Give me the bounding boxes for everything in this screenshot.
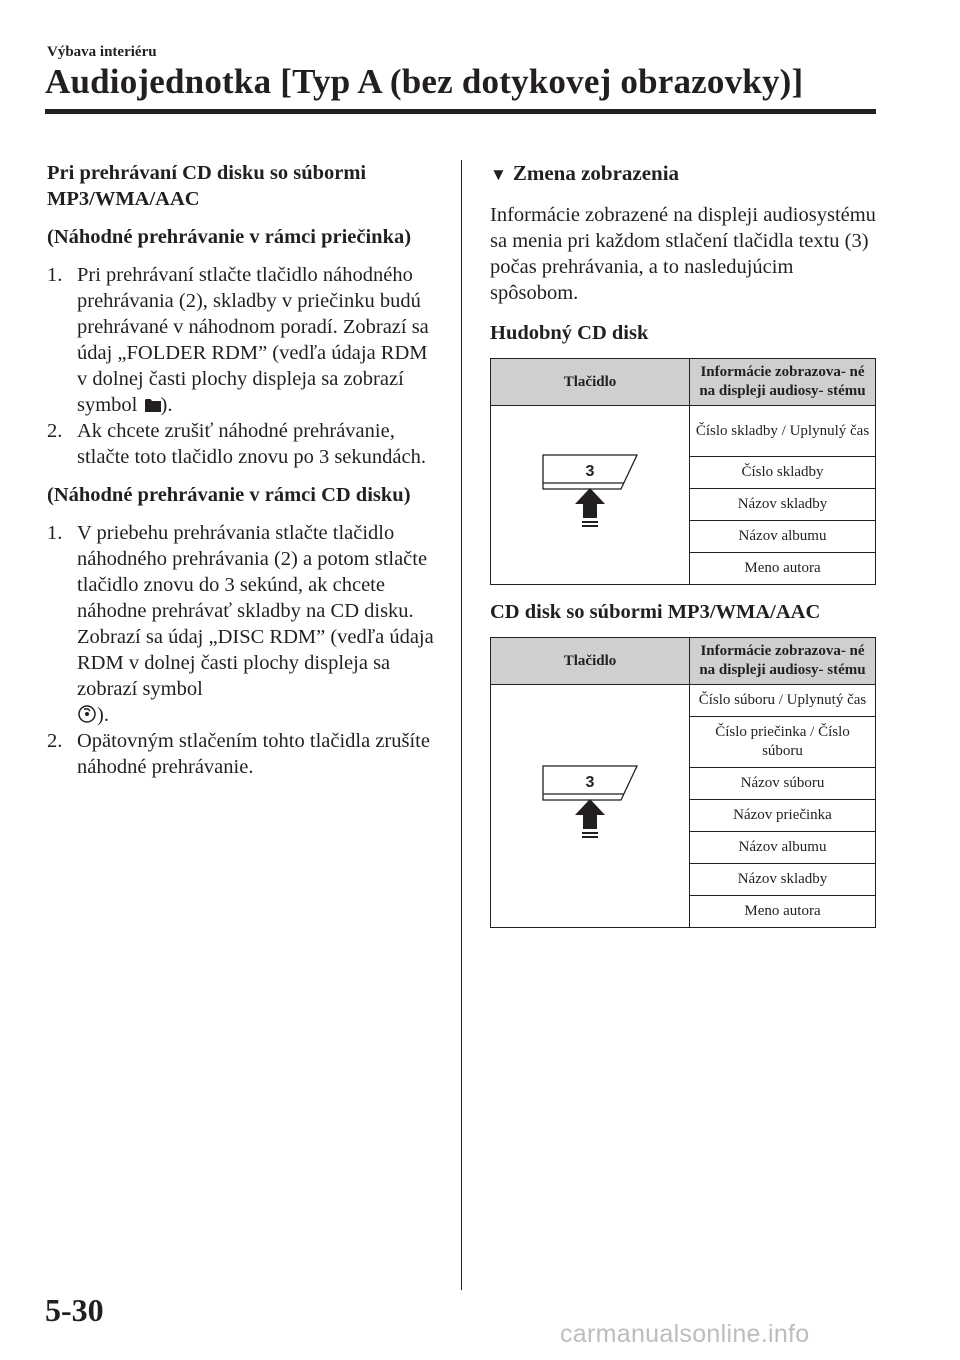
steps-folder-random	[47, 262, 437, 470]
page-title: Audiojednotka [Typ A (bez dotykovej obrazovky)]	[45, 62, 804, 101]
text-button-cell	[491, 406, 690, 585]
list-item	[47, 728, 437, 780]
table2-title: CD disk so súbormi MP3/WMA/AAC	[490, 601, 821, 623]
list-item	[47, 418, 437, 470]
folder-icon	[145, 393, 161, 407]
subheading-folder-random: (Náhodné prehrávanie v rámci priečinka)	[47, 226, 412, 248]
intro-paragraph: Informácie zobrazené na displeji audiosystému sa menia pri každom stlačení tlačidla textu (3) počas prehrávania, a to nasledujúcim spôsobom.	[490, 204, 876, 304]
left-column	[47, 160, 437, 792]
table-cell: Číslo skladby / Uplynulý čas	[690, 406, 876, 457]
triangle-down-icon: ▼	[490, 165, 507, 184]
table1-title: Hudobný CD disk	[490, 322, 649, 344]
heading-text: Zmena zobrazenia	[512, 161, 680, 185]
step-text: Opätovným stlačením tohto tlačidla zrušíte náhodné prehrávanie.	[77, 730, 430, 778]
step-text: V priebehu prehrávania stlačte tlačidlo náhodného prehrávania (2) a potom stlačte tlačidlo znovu do 3 sekúnd, ak chcete náhodne prehrávať skladby na CD disku. Zobrazí sa údaj „DISC RDM” (vedľa údaja RDM v dolnej časti plochy displeja sa zobrazí symbol	[77, 522, 434, 700]
step-number: 1.	[47, 264, 63, 286]
step-number: 2.	[47, 420, 63, 442]
button-number: 3	[585, 463, 595, 480]
arrow-up-icon	[575, 799, 605, 837]
table-cell: Názov skladby	[690, 489, 876, 521]
step-text: Pri prehrávaní stlačte tlačidlo náhodného prehrávania (2), skladby v priečinku budú prehrávané v náhodnom poradí. Zobrazí sa údaj „FOLDER RDM” (vedľa údaja RDM v dolnej časti plochy displeja sa zobrazí symbol	[77, 264, 429, 416]
col-button-header: Tlačidlo	[491, 638, 690, 685]
step-text-end: ).	[97, 704, 109, 726]
table-cell: Číslo skladby	[690, 457, 876, 489]
step-number: 1.	[47, 522, 63, 544]
disc-icon	[77, 704, 97, 722]
step-text: Ak chcete zrušiť náhodné prehrávanie, stlačte toto tlačidlo znovu po 3 sekundách.	[77, 420, 426, 468]
subheading-disc-random: (Náhodné prehrávanie v rámci CD disku)	[47, 484, 411, 506]
text-button-3	[525, 763, 655, 843]
heading-display-change	[490, 160, 876, 188]
list-item	[47, 262, 437, 418]
step-text-end: ).	[160, 394, 173, 416]
table-row	[491, 406, 876, 457]
col-info-header: Informácie zobrazova- né na displeji audiosy- stému	[690, 359, 876, 406]
steps-disc-random	[47, 520, 437, 780]
arrow-up-icon	[575, 488, 605, 526]
table-cell: Meno autora	[690, 896, 876, 928]
text-button-3	[525, 452, 655, 532]
list-item	[47, 520, 437, 728]
info-table-mp3	[490, 637, 876, 928]
table-cell: Názov súboru	[690, 768, 876, 800]
right-column	[490, 160, 876, 942]
col-info-header: Informácie zobrazova- né na displeji audiosy- stému	[690, 638, 876, 685]
table-cell: Meno autora	[690, 553, 876, 585]
table-header-row	[491, 359, 876, 406]
table-cell: Číslo súboru / Uplynutý čas	[690, 685, 876, 717]
text-button-cell	[491, 685, 690, 928]
page-number: 5-30	[45, 1292, 104, 1328]
header-rule	[45, 109, 876, 114]
table-row	[491, 685, 876, 717]
column-divider	[461, 160, 462, 1290]
table-cell: Názov albumu	[690, 832, 876, 864]
info-table-cd	[490, 358, 876, 585]
watermark: carmanualsonline.info	[560, 1320, 810, 1348]
table-cell: Názov albumu	[690, 521, 876, 553]
table-header-row	[491, 638, 876, 685]
section-label: Výbava interiéru	[47, 44, 157, 60]
step-number: 2.	[47, 730, 63, 752]
button-number: 3	[585, 774, 595, 791]
table-cell: Názov skladby	[690, 864, 876, 896]
col-button-header: Tlačidlo	[491, 359, 690, 406]
heading-mp3-cd: Pri prehrávaní CD disku so súbormi MP3/WMA/AAC	[47, 162, 367, 210]
table-cell: Názov priečinka	[690, 800, 876, 832]
table-cell: Číslo priečinka / Číslo súboru	[690, 717, 876, 768]
